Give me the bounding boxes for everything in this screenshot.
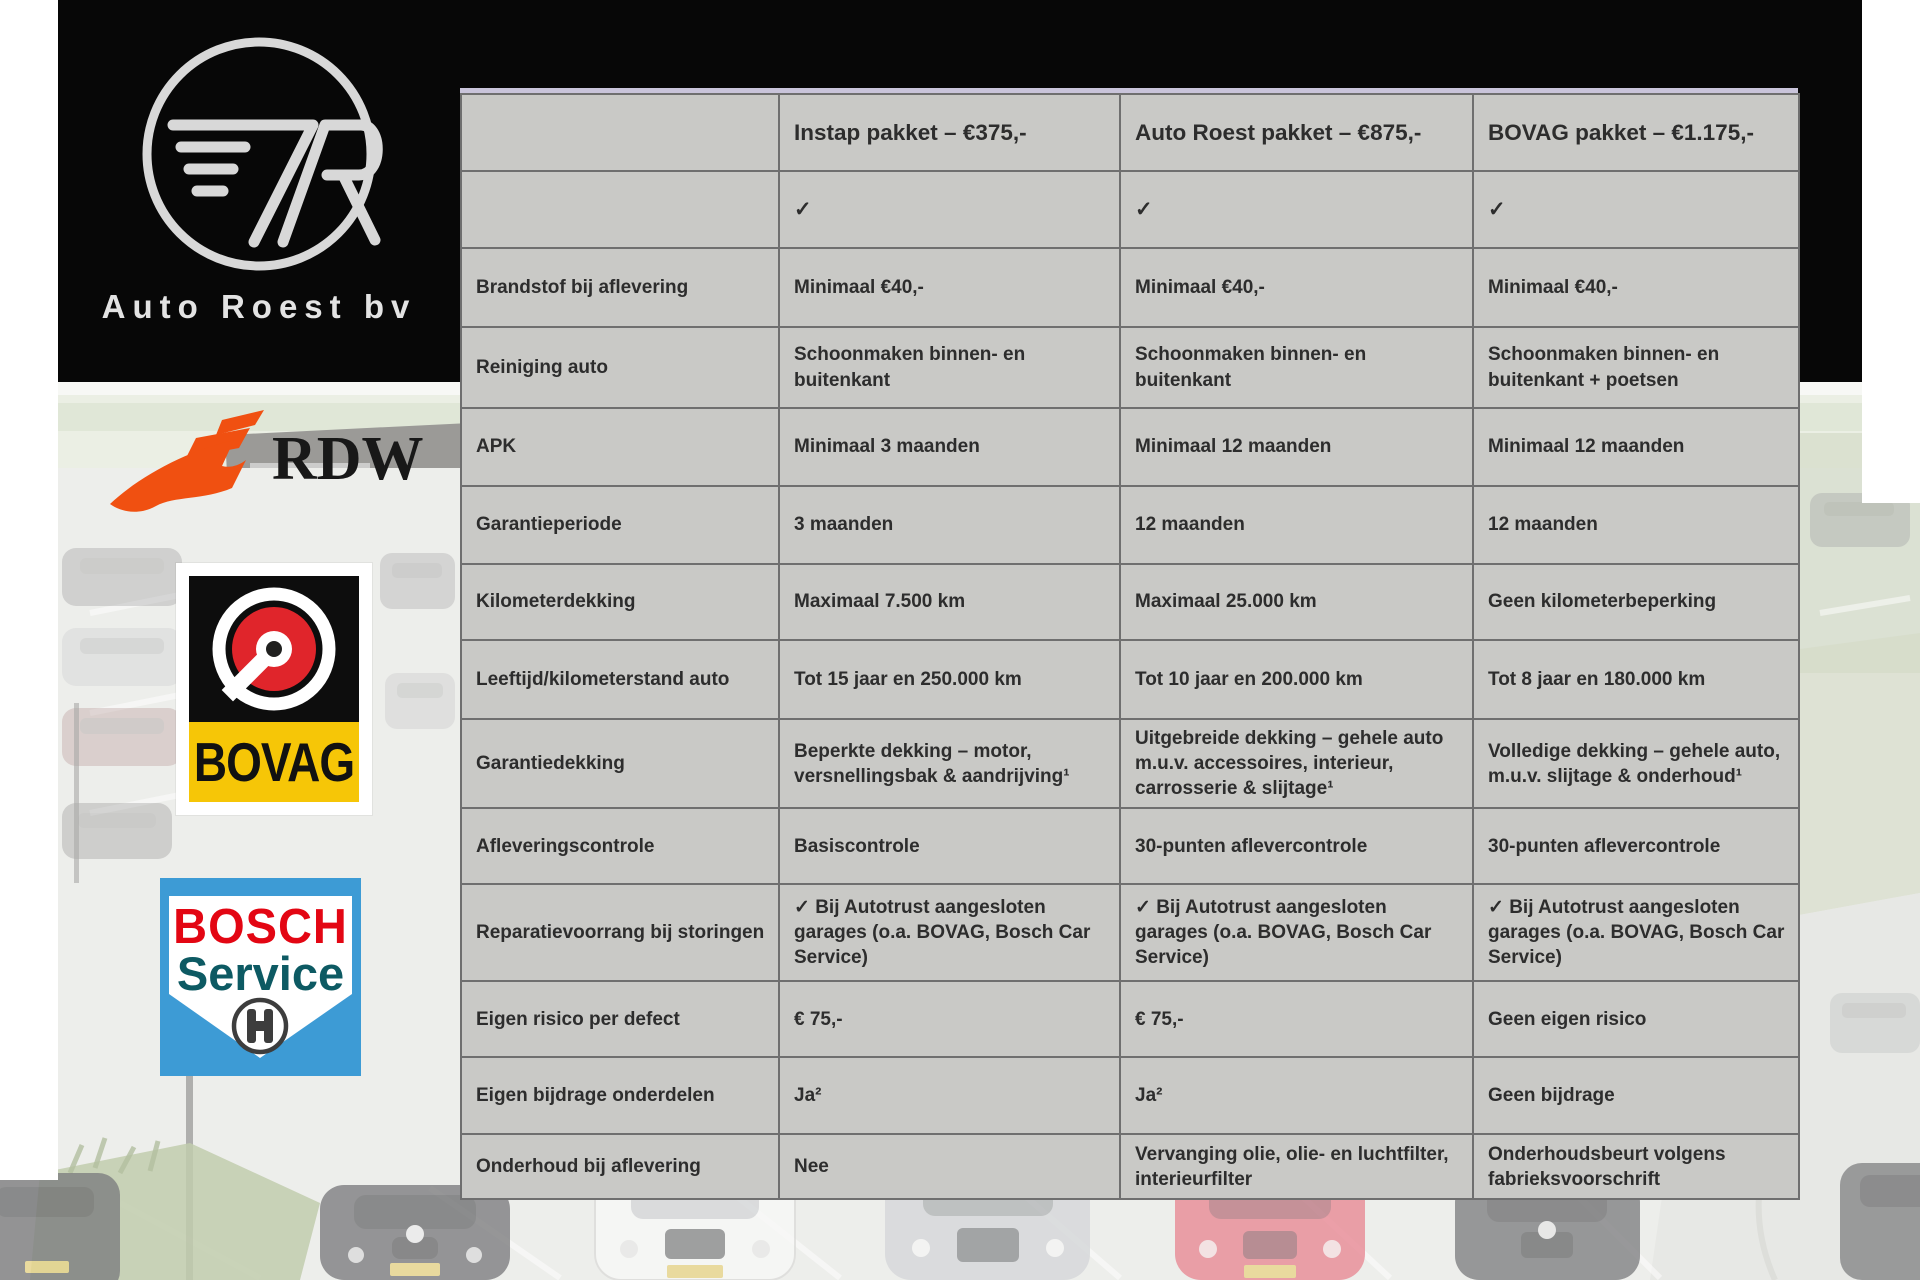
cell: ✓ Bij Autotrust aangesloten garages (o.a. BOVAG, Bosch Car Service) — [1473, 884, 1799, 981]
cell: Basiscontrole — [779, 808, 1120, 884]
bosch-wordmark: BOSCH — [173, 897, 348, 954]
cell: Uitgebreide dekking – gehele auto m.u.v. accessoires, interieur, carrosserie & slijtage¹ — [1120, 719, 1473, 808]
check-icon: ✓ — [779, 171, 1120, 248]
header-bovag-pakket: BOVAG pakket – €1.175,- — [1473, 94, 1799, 171]
cell: Beperkte dekking – motor, versnellingsbak & aandrijving¹ — [779, 719, 1120, 808]
rdw-swoosh-icon — [104, 408, 279, 528]
cell: Geen eigen risico — [1473, 981, 1799, 1057]
row-label: Leeftijd/kilometerstand auto — [461, 640, 779, 719]
cell: Schoonmaken binnen- en buitenkant — [779, 327, 1120, 408]
cell: ✓ Bij Autotrust aangesloten garages (o.a. BOVAG, Bosch Car Service) — [779, 884, 1120, 981]
check-icon: ✓ — [1120, 171, 1473, 248]
bovag-logo — [176, 563, 372, 815]
table-row-included — [461, 171, 1799, 248]
row-label: Onderhoud bij aflevering — [461, 1134, 779, 1199]
auto-roest-7r-icon — [133, 28, 385, 280]
table-row-apk — [461, 408, 1799, 486]
table-row-eigen-bijdrage — [461, 1057, 1799, 1134]
cell: Minimaal 3 maanden — [779, 408, 1120, 486]
cell: 30-punten aflevercontrole — [1473, 808, 1799, 884]
auto-roest-logo — [74, 22, 444, 372]
cell: Minimaal €40,- — [1473, 248, 1799, 327]
table-header-row — [461, 94, 1799, 171]
row-label: Reiniging auto — [461, 327, 779, 408]
row-label — [461, 171, 779, 248]
cell: Minimaal €40,- — [1120, 248, 1473, 327]
cell: Ja² — [1120, 1057, 1473, 1134]
row-label: Brandstof bij aflevering — [461, 248, 779, 327]
row-label: Afleveringscontrole — [461, 808, 779, 884]
cell: Tot 8 jaar en 180.000 km — [1473, 640, 1799, 719]
table-row-reiniging — [461, 327, 1799, 408]
bovag-emblem-icon — [189, 576, 359, 722]
cell: Tot 10 jaar en 200.000 km — [1120, 640, 1473, 719]
cell: Schoonmaken binnen- en buitenkant + poetsen — [1473, 327, 1799, 408]
cell: Tot 15 jaar en 250.000 km — [779, 640, 1120, 719]
header-instap-pakket: Instap pakket – €375,- — [779, 94, 1120, 171]
rdw-wordmark: RDW — [272, 425, 424, 493]
bovag-wordmark: BOVAG — [193, 731, 355, 793]
cell: Vervanging olie, olie- en luchtfilter, interieurfilter — [1120, 1134, 1473, 1199]
cell: Onderhoudsbeurt volgens fabrieksvoorschrift — [1473, 1134, 1799, 1199]
header-empty-cell — [461, 94, 779, 171]
header-auto-roest-pakket: Auto Roest pakket – €875,- — [1120, 94, 1473, 171]
row-label: Garantiedekking — [461, 719, 779, 808]
table-row-afleveringscontrole — [461, 808, 1799, 884]
cell: Schoonmaken binnen- en buitenkant — [1120, 327, 1473, 408]
cell: 12 maanden — [1120, 486, 1473, 564]
table-row-onderhoud — [461, 1134, 1799, 1199]
row-label: Eigen bijdrage onderdelen — [461, 1057, 779, 1134]
cell: € 75,- — [1120, 981, 1473, 1057]
cell: € 75,- — [779, 981, 1120, 1057]
cell: Geen kilometerbeperking — [1473, 564, 1799, 640]
row-label: Garantieperiode — [461, 486, 779, 564]
cell: Ja² — [779, 1057, 1120, 1134]
row-label: Eigen risico per defect — [461, 981, 779, 1057]
auto-roest-name: Auto Roest bv — [101, 288, 417, 325]
table-row-garantieperiode — [461, 486, 1799, 564]
cell: Maximaal 7.500 km — [779, 564, 1120, 640]
bosch-service-wordmark: Service — [176, 947, 345, 1000]
cell: Nee — [779, 1134, 1120, 1199]
table-row-kilometerdekking — [461, 564, 1799, 640]
row-label: Reparatievoorrang bij storingen — [461, 884, 779, 981]
cell: 30-punten aflevercontrole — [1120, 808, 1473, 884]
cell: Maximaal 25.000 km — [1120, 564, 1473, 640]
cell: Minimaal 12 maanden — [1473, 408, 1799, 486]
row-label: Kilometerdekking — [461, 564, 779, 640]
cell: Volledige dekking – gehele auto, m.u.v. slijtage & onderhoud¹ — [1473, 719, 1799, 808]
cell: 12 maanden — [1473, 486, 1799, 564]
check-icon: ✓ — [1473, 171, 1799, 248]
table-row-eigen-risico — [461, 981, 1799, 1057]
package-table-wrap — [460, 88, 1798, 1200]
cell: Minimaal 12 maanden — [1120, 408, 1473, 486]
table-row-brandstof — [461, 248, 1799, 327]
table-row-reparatievoorrang — [461, 884, 1799, 981]
cell: Minimaal €40,- — [779, 248, 1120, 327]
table-row-garantiedekking — [461, 719, 1799, 808]
table-row-leeftijd — [461, 640, 1799, 719]
cell: Geen bijdrage — [1473, 1057, 1799, 1134]
row-label: APK — [461, 408, 779, 486]
cell: ✓ Bij Autotrust aangesloten garages (o.a. BOVAG, Bosch Car Service) — [1120, 884, 1473, 981]
bosch-service-logo — [160, 878, 361, 1076]
package-comparison-table — [460, 93, 1800, 1200]
rdw-logo — [104, 408, 434, 533]
cell: 3 maanden — [779, 486, 1120, 564]
